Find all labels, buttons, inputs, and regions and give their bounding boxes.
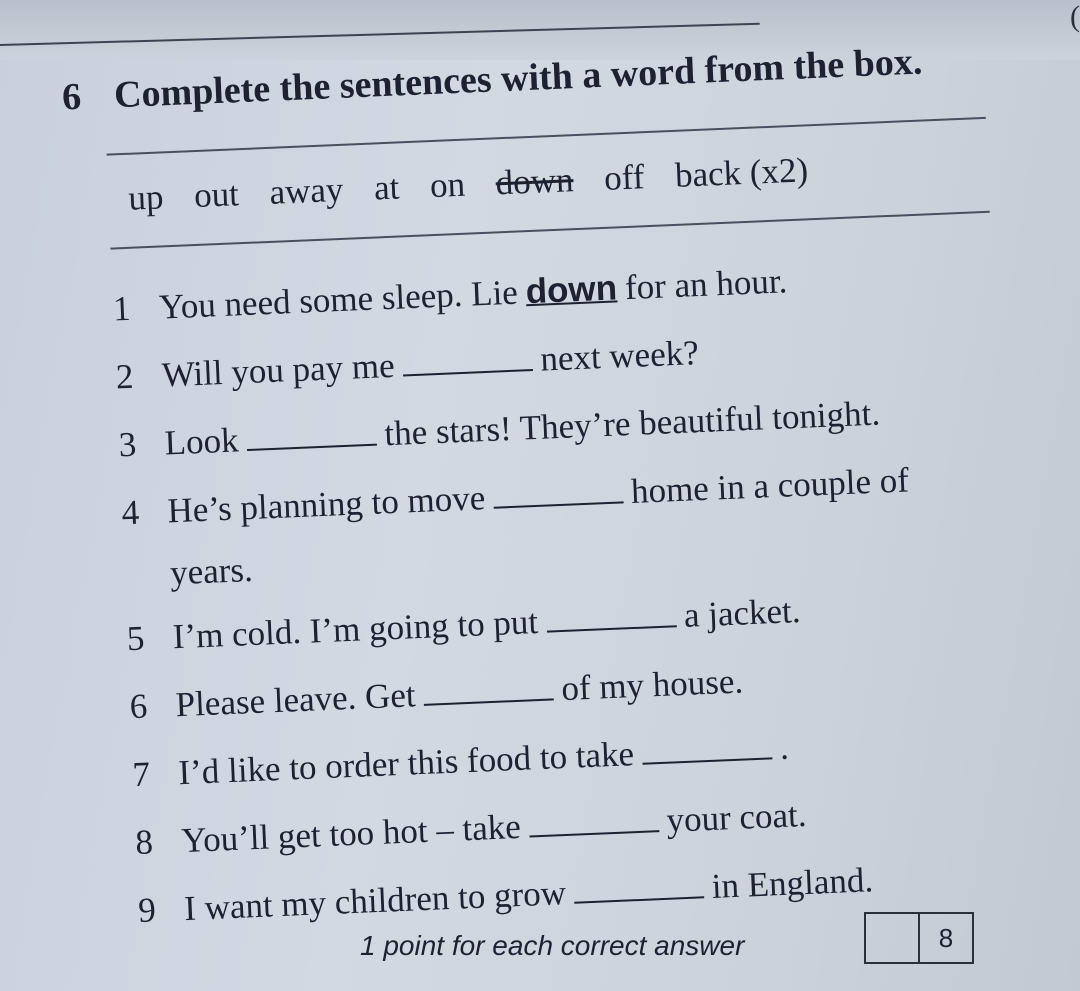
example-answer: down bbox=[524, 268, 618, 312]
sentence-6 bbox=[129, 662, 744, 728]
sentence-text-after: home in a couple of bbox=[630, 460, 910, 511]
sentence-number: 8 bbox=[134, 822, 154, 863]
sentence-text-after: . bbox=[779, 727, 790, 767]
sentence-text-before: Look bbox=[163, 420, 240, 463]
sentence-5 bbox=[126, 591, 801, 659]
exercise-instruction: Complete the sentences with a word from the box. bbox=[113, 40, 924, 117]
score-total: 8 bbox=[938, 922, 954, 953]
sentence-number: 5 bbox=[126, 618, 146, 659]
sentence-9 bbox=[137, 860, 873, 931]
sentence-text-before: He’s planning to move bbox=[166, 478, 486, 531]
sentence-1 bbox=[112, 261, 788, 329]
word-box bbox=[128, 149, 831, 218]
sentence-text-before: I’d like to order this food to take bbox=[177, 734, 635, 793]
sentence-3 bbox=[118, 394, 881, 466]
sentence-text-after: your coat. bbox=[665, 794, 808, 840]
word-away: away bbox=[268, 169, 345, 212]
answer-blank[interactable] bbox=[529, 829, 659, 837]
corner-page-mark: ( bbox=[1070, 0, 1080, 33]
exercise-number: 6 bbox=[61, 75, 82, 119]
sentence-text-before: You need some sleep. Lie bbox=[158, 272, 519, 327]
sentence-text-before: You’ll get too hot – take bbox=[180, 806, 522, 861]
answer-blank[interactable] bbox=[642, 756, 772, 764]
sentence-number: 2 bbox=[115, 356, 135, 397]
word-box-top-rule bbox=[107, 117, 986, 156]
sentence-7 bbox=[132, 728, 790, 795]
score-box bbox=[864, 912, 974, 964]
sentence-number: 9 bbox=[137, 890, 157, 930]
answer-blank[interactable] bbox=[403, 368, 533, 376]
word-at: at bbox=[373, 167, 401, 208]
word-off: off bbox=[603, 157, 646, 198]
sentence-text-before: I want my children to grow bbox=[183, 873, 567, 929]
answer-blank[interactable] bbox=[424, 697, 554, 705]
word-box-bottom-rule bbox=[110, 211, 989, 250]
sentence-text-before: I’m cold. I’m going to put bbox=[172, 602, 539, 657]
sentence-text-before: Will you pay me bbox=[161, 345, 396, 395]
sentence-text-after: of my house. bbox=[560, 661, 744, 709]
answer-blank[interactable] bbox=[546, 624, 676, 632]
exercise-title bbox=[61, 39, 923, 119]
word-down-struck: down bbox=[494, 160, 575, 203]
sentence-number: 4 bbox=[120, 492, 140, 533]
sentence-number: 3 bbox=[117, 424, 138, 465]
sentence-4-continuation: years. bbox=[169, 549, 254, 593]
sentence-number: 7 bbox=[131, 754, 151, 795]
points-note: 1 point for each correct answer bbox=[360, 930, 745, 961]
word-up: up bbox=[127, 177, 165, 218]
answer-blank[interactable] bbox=[493, 500, 623, 508]
sentence-text-after: a jacket. bbox=[683, 591, 802, 635]
sentence-4 bbox=[121, 460, 910, 533]
sentence-2 bbox=[115, 333, 699, 397]
sentence-text-after: the stars! They’re beautiful tonight. bbox=[383, 393, 881, 454]
sentence-text-after: for an hour. bbox=[624, 261, 788, 308]
sentence-number: 6 bbox=[128, 686, 149, 727]
sentence-text-after: next week? bbox=[539, 333, 700, 379]
score-input-cell[interactable] bbox=[866, 914, 920, 962]
word-out: out bbox=[193, 174, 240, 216]
sentence-8 bbox=[135, 795, 808, 863]
sentence-number: 1 bbox=[112, 288, 132, 329]
sentence-text-before: Please leave. Get bbox=[174, 675, 417, 725]
word-on: on bbox=[429, 164, 466, 206]
answer-blank[interactable] bbox=[247, 443, 377, 451]
sentence-text-after: in England. bbox=[710, 860, 874, 906]
answer-blank[interactable] bbox=[574, 895, 704, 903]
word-back: back (x2) bbox=[674, 150, 809, 195]
